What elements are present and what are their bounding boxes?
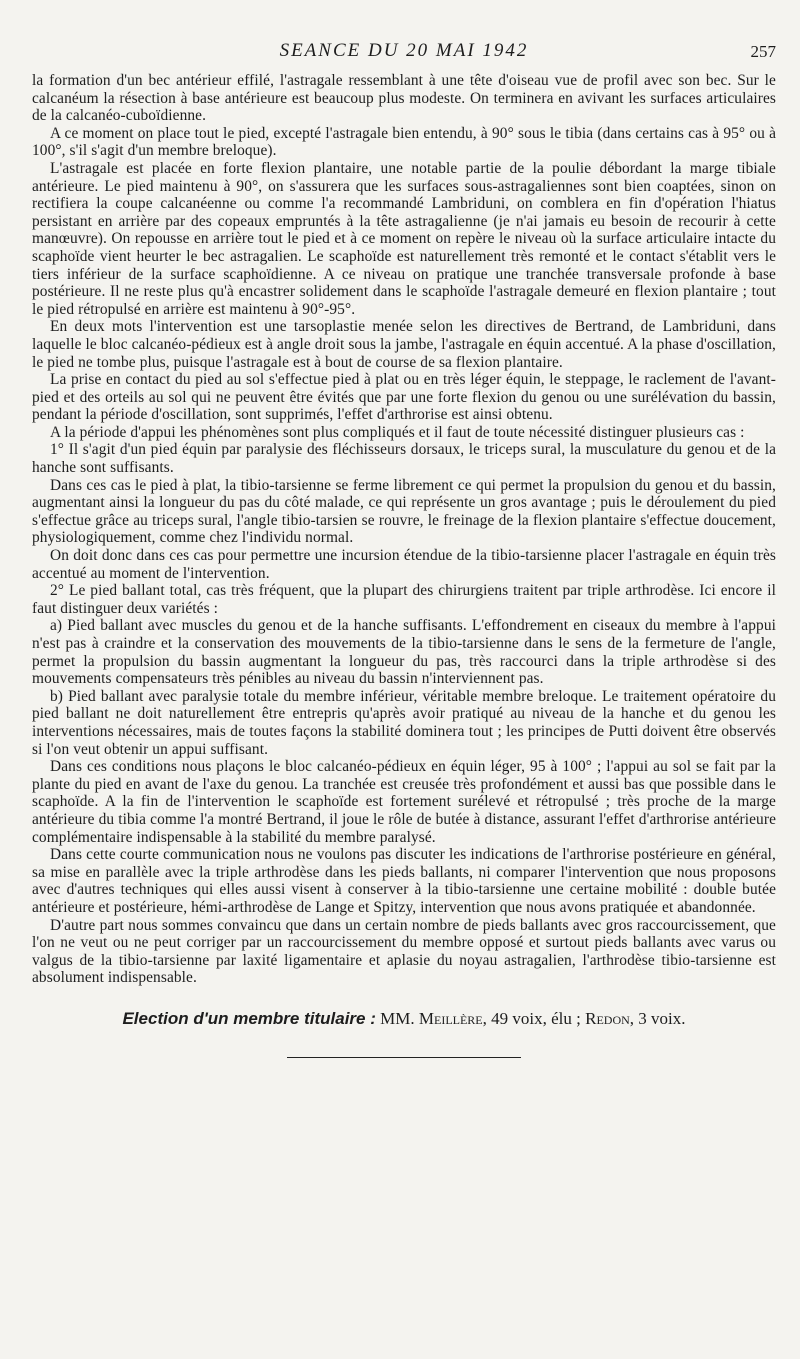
election-label: Election d'un membre titulaire : [122,1008,376,1028]
election-line [32,1009,776,1029]
end-rule [287,1057,521,1058]
paragraph: b) Pied ballant avec paralysie totale du membre inférieur, véritable membre breloque. Le traitement opératoire du pied ballant ne doit naturellement être entrepris qu'après avoir pratiqué au niveau de la hanche et du genou les interventions nécessaires, mais de toutes façons la stabilité dominera tout ; les principes de Putti doivent être observés si l'on veut obtenir un appui suffisant. [32,687,776,758]
paragraph: Dans ces conditions nous plaçons le bloc calcanéo-pédieux en équin léger, 95 à 100° ; l'appui au sol se fait par la plante du pied en avant de l'axe du genou. La tranchée est creusée très profondément et aussi bas que possible dans le scaphoïde. A la fin de l'intervention le scaphoïde est fortement surélevé et rétropulsé ; très proche de la marge antérieure du tibia comme l'a montré Bertrand, il joue le rôle de butée à distance, assurant l'effet d'arthrorise antérieure complémentaire indispensable à la stabilité du membre paralysé. [32,758,776,846]
paragraph: la formation d'un bec antérieur effilé, l'astragale ressemblant à une tête d'oiseau vue de profil avec son bec. Sur le calcanéum la résection à base antérieure est beaucoup plus modeste. On terminera en avivant les surfaces articulaires de la calcanéo-cuboïdienne. [32,72,776,125]
paragraph: Dans ces cas le pied à plat, la tibio-tarsienne se ferme librement ce qui permet la propulsion du genou et du bassin, augmentant ainsi la longueur du pas du côté malade, ce qui représente un gros avantage ; puis le déroulement du pied s'effectue grâce au triceps sural, l'angle tibio-tarsien se rouvre, le freinage de la flexion plantaire s'effectue doucement, physiologiquement, comme chez l'individu normal. [32,476,776,547]
paragraph: La prise en contact du pied au sol s'effectue pied à plat ou en très léger équin, le steppage, le raclement de l'avant-pied et des orteils au sol qui ne peuvent être évités que par une forte flexion du genou ou une surélévation du bassin, pendant la période d'oscillation, sont supprimés, l'effet d'arthrorise est ainsi obtenu. [32,371,776,424]
paragraph: 1° Il s'agit d'un pied équin par paralysie des fléchisseurs dorsaux, le triceps sural, la musculature du genou et de la hanche sont suffisants. [32,441,776,477]
paragraph: On doit donc dans ces cas pour permettre une incursion étendue de la tibio-tarsienne placer l'astragale en équin très accentué au moment de l'intervention. [32,547,776,582]
paragraph: En deux mots l'intervention est une tarsoplastie menée selon les directives de Bertrand, de Lambriduni, dans laquelle le bloc calcanéo-pédieux est à angle droit sous la jambe, l'astragale en équin accentué. A la phase d'oscillation, le pied ne tombe plus, puisque l'astragale est à bout de course de sa flexion plantaire. [32,318,776,371]
candidate-name: Meillère [418,1008,483,1028]
page-header [32,38,776,72]
paragraph: L'astragale est placée en forte flexion plantaire, une notable partie de la poulie débordant la marge tibiale antérieure. Le pied maintenu à 90°, on s'assurera que les surfaces sous-astragaliennes sont bien coaptées, sinon on rectifiera la coupe calcanéenne ou comme l'a recommandé Lambriduni, on comblera en fin d'opération l'hiatus persistant en arrière par des copeaux empruntés à la tête astragalienne (je n'ai jamais eu besoin de recourir à cette manœuvre). On repousse en arrière tout le pied et à ce moment on repère le niveau où la surface articulaire intacte du scaphoïde vient heurter le bec astragalien. Le scaphoïde est naturellement très remonté et le contact s'établit vers le tiers inférieur de la surface scaphoïdienne. A ce niveau on pratique une tranchée transversale profonde à base postérieure. Il ne reste plus qu'à encastrer solidement dans le scaphoïde l'astragale demeuré en flexion plantaire ; tout le pied rétropulsé en arrière est maintenu à 90°-95°. [32,159,776,318]
article-body [32,72,776,987]
paragraph: Dans cette courte communication nous ne voulons pas discuter les indications de l'arthrorise postérieure en général, sa mise en parallèle avec la triple arthrodèse dans les pieds ballants, ni comparer l'intervention que nous proposons avec d'autres techniques qui elles aussi visent à conserver à la tibio-tarsienne une certaine mobilité : double butée antérieure et postérieure, hémi-arthrodèse de Lange et Spitzy, intervention que nous avons pratiquée et abandonnée. [32,846,776,916]
paragraph: D'autre part nous sommes convaincu que dans un certain nombre de pieds ballants avec gros raccourcissement, que l'on ne veut ou ne peut corriger par un raccourcissement du membre opposé et surtout pieds ballants avec varus ou valgus de la tibio-tarsienne par laxité ligamentaire et aplasie du noyau astragalien, l'arthrodèse tibio-tarsienne est absolument indispensable. [32,916,776,987]
paragraph: A ce moment on place tout le pied, excepté l'astragale bien entendu, à 90° sous le tibia (dans certains cas à 95° ou à 100°, s'il s'agit d'un membre breloque). [32,124,776,160]
paragraph: 2° Le pied ballant total, cas très fréquent, que la plupart des chirurgiens traitent par triple arthrodèse. Ici encore il faut distinguer deux variétés : [32,582,776,617]
candidate-name: Redon [585,1008,630,1028]
candidate-result: , 49 voix, élu ; [482,1008,581,1028]
election-prefix: MM. [380,1008,415,1028]
candidate-result: , 3 voix. [629,1008,686,1028]
session-title: SEANCE DU 20 MAI 1942 [279,40,529,61]
paragraph: A la période d'appui les phénomènes sont plus compliqués et il faut de toute nécessité distinguer plusieurs cas : [50,423,745,441]
paragraph: a) Pied ballant avec muscles du genou et de la hanche suffisants. L'effondrement en ciseaux du membre à l'appui n'est pas à craindre et la conservation des mouvements de la tibio-tarsienne dans le sens de la fermeture de l'angle, permet la propulsion du bassin augmentant la longueur du pas, très raccourci dans la triple arthrodèse si des mouvements compensateurs très pénibles au niveau du bassin n'interviennent pas. [32,617,776,688]
page-number: 257 [750,42,776,61]
